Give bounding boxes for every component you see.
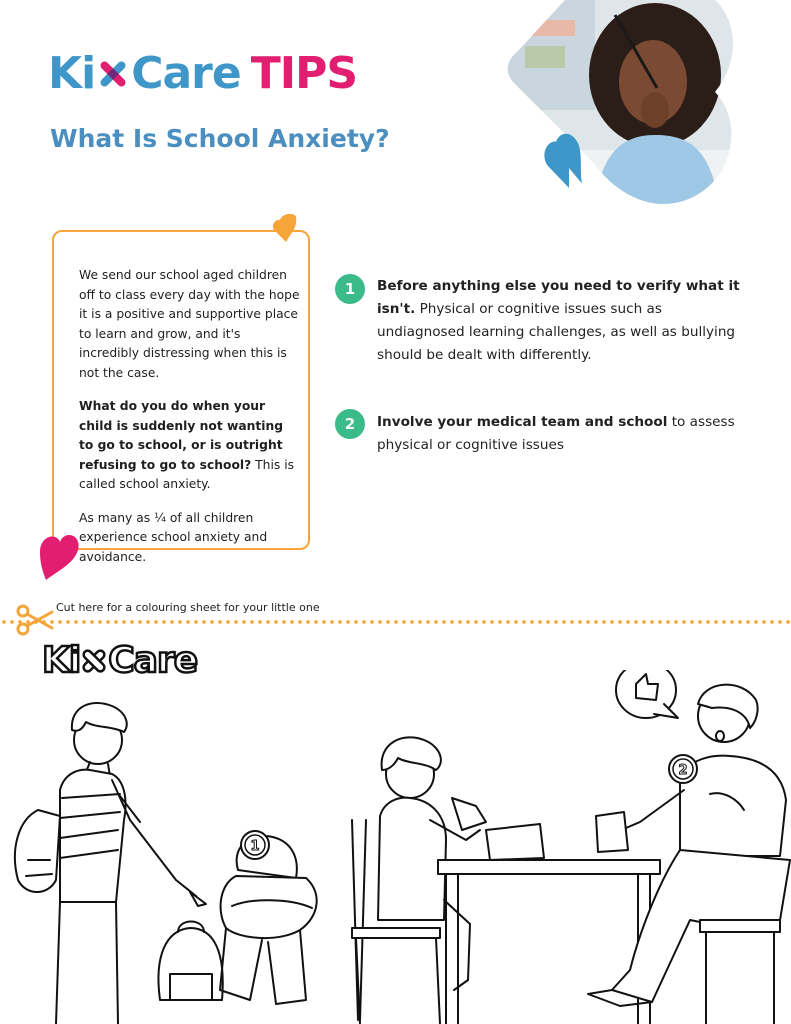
brand-kix: Ki <box>48 48 96 99</box>
marker-1: 1 <box>250 839 260 854</box>
card-question-bold: What do you do when your child is suddenly not wanting to go to school, or is outright refusing to go to school? <box>79 399 284 472</box>
brand-tips: TIPS <box>250 48 358 99</box>
seated-adult-figure <box>588 685 790 1024</box>
hero-photo <box>505 0 745 205</box>
brand-logo <box>48 48 358 99</box>
heart-icon <box>272 212 298 246</box>
heart-icon <box>36 526 82 582</box>
cut-label: Cut here for a colouring sheet for your little one <box>56 601 320 614</box>
step-text <box>377 411 749 457</box>
colouring-brand-kix: Ki <box>42 640 81 681</box>
step-body: to assess physical or cognitive issues <box>377 414 735 453</box>
brand-care: Care <box>131 48 241 99</box>
backpack-figure <box>158 922 222 1001</box>
step-badge: 2 <box>335 409 365 439</box>
card-question-tail: This is called school anxiety. <box>79 457 295 491</box>
heart-icon <box>544 128 594 192</box>
step-bold: Involve your medical team and school <box>377 414 668 430</box>
card-question <box>79 397 301 495</box>
colouring-illustration <box>0 670 791 1024</box>
step-badge: 1 <box>335 274 365 304</box>
marker-2: 2 <box>678 763 688 778</box>
cut-line <box>0 620 791 624</box>
marker-badge-1 <box>238 828 272 862</box>
card-paragraph: We send our school aged children off to class every day with the hope it is a positive and supportive place to learn and grow, and it's incredibly distressing when this is not the case. <box>79 268 300 380</box>
page-title: What Is School Anxiety? <box>50 124 390 153</box>
brand-x-icon <box>96 57 130 91</box>
thumbs-up-bubble <box>616 670 678 718</box>
card-text <box>79 266 301 581</box>
card-stat: As many as ¼ of all children experience school anxiety and avoidance. <box>79 510 268 564</box>
sitting-boy-figure <box>352 737 486 1024</box>
step-text <box>377 275 749 367</box>
colouring-brand-care: Care <box>108 640 198 681</box>
step-bold: Before anything else you need to verify what it isn't. <box>377 278 740 317</box>
marker-badge-2 <box>666 752 700 786</box>
step-body: Physical or cognitive issues such as undiagnosed learning challenges, as well as bullying should be dealt with differently. <box>377 301 736 363</box>
